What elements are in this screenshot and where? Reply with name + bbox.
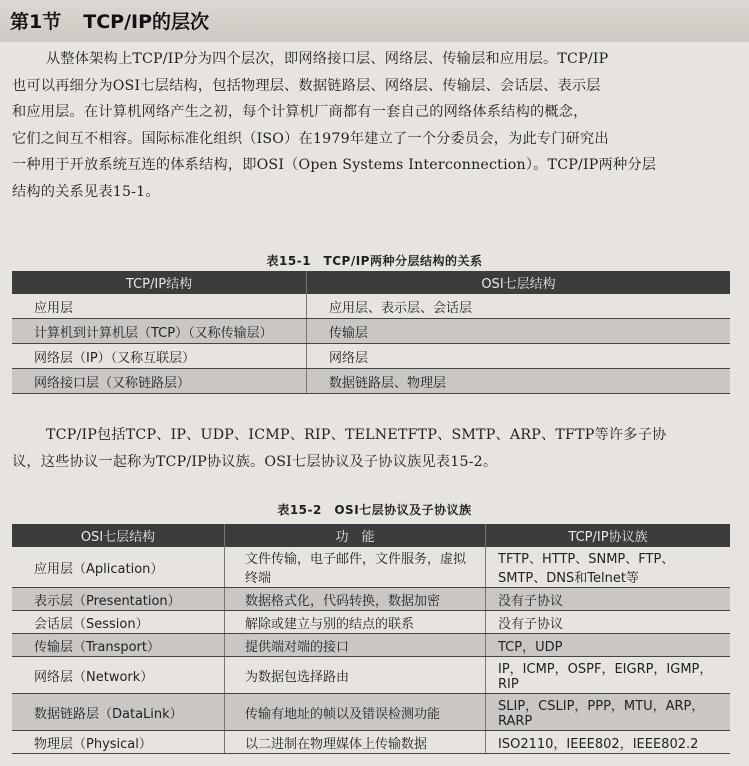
table-header-cell: TCP/IP结构: [12, 271, 307, 294]
table-row: [12, 634, 730, 657]
table-cell: 没有子协议: [486, 611, 731, 634]
table-row: [12, 319, 730, 344]
table-row: [12, 731, 730, 754]
table-header-cell: OSI七层结构: [12, 524, 225, 547]
section-header: [0, 0, 749, 42]
table-row: [12, 344, 730, 369]
table-cell: 网络层（Network）: [12, 657, 225, 694]
table-cell: 解除或建立与别的结点的联系: [225, 611, 486, 634]
table-cell: 数据链路层（DataLink）: [12, 694, 225, 731]
table-cell: 提供端对端的接口: [225, 634, 486, 657]
paragraph-line: 结构的关系见表15-1。: [12, 183, 160, 200]
table-header-row: [12, 271, 730, 294]
paragraph-line: 它们之间互不相容。国际标准化组织（ISO）在1979年建立了一个分委员会，为此专门研究出: [12, 130, 609, 147]
table1-caption: 表15-1 TCP/IP两种分层结构的关系: [266, 254, 483, 268]
section-number: 第1节: [10, 11, 62, 33]
table-cell: 表示层（Presentation）: [12, 588, 225, 611]
table-cell: SLIP，CSLIP，PPP，MTU，ARP，RARP: [486, 694, 731, 731]
table-cell: IP，ICMP，OSPF，EIGRP，IGMP，RIP: [486, 657, 731, 694]
paragraph-line: 一种用于开放系统互连的体系结构，即OSI（Open Systems Interconnection）。TCP/IP两种分层: [12, 157, 657, 173]
table-cell: 文件传输，电子邮件，文件服务，虚拟终端: [225, 547, 486, 588]
table-cell: 应用层（Aplication）: [12, 547, 225, 588]
table-cell: 以二进制在物理媒体上传输数据: [225, 731, 486, 754]
table-cell: TCP，UDP: [486, 634, 731, 657]
table-cell: 为数据包选择路由: [225, 657, 486, 694]
table-cell: 传输层: [307, 319, 731, 344]
protocols-paragraph: [12, 422, 730, 475]
paragraph-line: 议，这些协议一起称为TCP/IP协议族。OSI七层协议及子协议族见表15-2。: [12, 453, 498, 470]
table-cell: 数据格式化，代码转换，数据加密: [225, 588, 486, 611]
table1: [12, 271, 730, 394]
section-title: [10, 7, 209, 34]
table-cell: 没有子协议: [486, 588, 731, 611]
table-cell: 数据链路层、物理层: [307, 369, 731, 394]
table-cell: 物理层（Physical）: [12, 731, 225, 754]
paragraph-line: 从整体架构上TCP/IP分为四个层次，即网络接口层、网络层、传输层和应用层。TCP/IP: [46, 51, 609, 67]
section-heading: TCP/IP的层次: [83, 11, 209, 33]
table-cell: 网络层: [307, 344, 731, 369]
table-cell: 计算机到计算机层（TCP）（又称传输层）: [12, 319, 307, 344]
table-header-cell: TCP/IP协议族: [486, 524, 731, 547]
table-cell: 网络接口层（又称链路层）: [12, 369, 307, 394]
table-row: [12, 694, 730, 731]
table-row: [12, 657, 730, 694]
intro-paragraph: [12, 46, 730, 205]
table-cell: 应用层: [12, 294, 307, 319]
table-cell: 网络层（IP）（又称互联层）: [12, 344, 307, 369]
table2-caption: 表15-2 OSI七层协议及子协议族: [277, 503, 472, 517]
table-row: [12, 588, 730, 611]
table-row: [12, 369, 730, 394]
table-header-row: [12, 524, 730, 547]
table-cell: 传输层（Transport）: [12, 634, 225, 657]
table2: [12, 524, 730, 754]
table-cell: ISO2110，IEEE802，IEEE802.2: [486, 731, 731, 754]
table-cell: 传输有地址的帧以及错误检测功能: [225, 694, 486, 731]
paragraph-line: 也可以再细分为OSI七层结构，包括物理层、数据链路层、网络层、传输层、会话层、表示层: [12, 77, 601, 94]
paragraph-line: 和应用层。在计算机网络产生之初，每个计算机厂商都有一套自己的网络体系结构的概念，: [12, 104, 588, 120]
table-cell: 应用层、表示层、会话层: [307, 294, 731, 319]
table-header-cell: OSI七层结构: [307, 271, 731, 294]
table-cell: 会话层（Session）: [12, 611, 225, 634]
table-row: [12, 547, 730, 588]
table-cell: TFTP、HTTP、SNMP、FTP、SMTP、DNS和Telnet等: [486, 547, 731, 588]
table-row: [12, 611, 730, 634]
table-row: [12, 294, 730, 319]
paragraph-line: TCP/IP包括TCP、IP、UDP、ICMP、RIP、TELNETFTP、SMTP、ARP、TFTP等许多子协: [46, 427, 667, 443]
table-header-cell: 功 能: [225, 524, 486, 547]
